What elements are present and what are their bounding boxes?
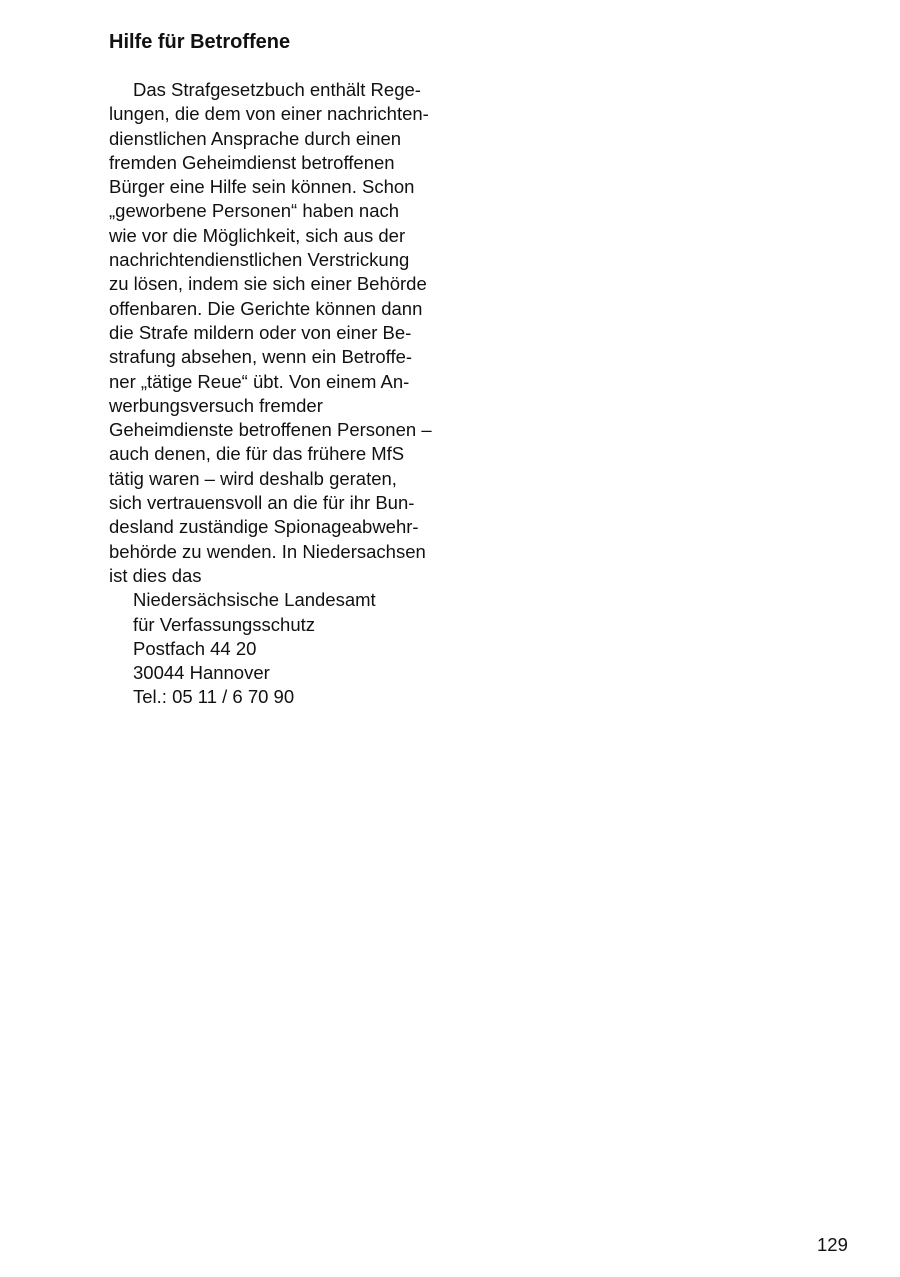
address-block <box>109 588 469 709</box>
paragraph-line: zu lösen, indem sie sich einer Behörde <box>109 273 427 295</box>
paragraph-line: fremden Geheimdienst betroffenen <box>109 151 395 173</box>
paragraph-line: werbungsversuch fremder <box>109 394 323 416</box>
paragraph-line: Das Strafgesetzbuch enthält Rege- <box>133 79 421 100</box>
address-org-line: für Verfassungsschutz <box>133 613 316 635</box>
address-city: 30044 Hannover <box>133 662 270 684</box>
paragraph-line: „geworbene Personen“ haben nach <box>109 200 400 222</box>
paragraph-line: ist dies das <box>109 564 202 586</box>
paragraph-line: wie vor die Möglichkeit, sich aus der <box>109 224 406 246</box>
paragraph-line: offenbaren. Die Gerichte können dann <box>109 297 423 319</box>
paragraph-line: behörde zu wenden. In Niedersachsen <box>109 540 426 562</box>
paragraph-line: sich vertrauensvoll an die für ihr Bun- <box>109 492 415 514</box>
paragraph-line: nachrichtendienstlichen Verstrickung <box>109 249 410 271</box>
page-number: 129 <box>817 1234 848 1255</box>
paragraph-line: ner „tätige Reue“ übt. Von einem An- <box>109 370 410 392</box>
address-phone: Tel.: 05 11 / 6 70 90 <box>133 686 295 708</box>
address-postbox: Postfach 44 20 <box>133 637 257 659</box>
paragraph-line: strafung absehen, wenn ein Betroffe- <box>109 346 413 368</box>
paragraph-line: auch denen, die für das frühere MfS <box>109 443 405 465</box>
section-heading: Hilfe für Betroffene <box>109 31 291 53</box>
address-org-line: Niedersächsische Landesamt <box>133 589 376 611</box>
body-paragraph <box>109 78 469 710</box>
paragraph-line: desland zuständige Spionageabwehr- <box>109 516 419 538</box>
paragraph-line: dienstlichen Ansprache durch einen <box>109 127 402 149</box>
paragraph-line: tätig waren – wird deshalb geraten, <box>109 467 397 489</box>
paragraph-line: lungen, die dem von einer nachrichten- <box>109 103 429 125</box>
paragraph-line: die Strafe mildern oder von einer Be- <box>109 321 412 343</box>
paragraph-line: Bürger eine Hilfe sein können. Schon <box>109 176 415 198</box>
paragraph-line: Geheimdienste betroffenen Personen – <box>109 419 432 441</box>
